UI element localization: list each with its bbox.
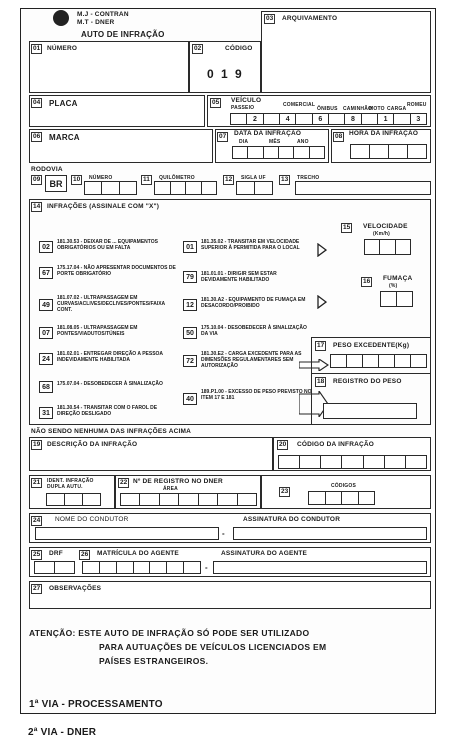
matricula-label: MATRÍCULA DO AGENTE [97,550,179,557]
arquivamento-label: ARQUIVAMENTO [282,15,338,22]
via-2-label: 2ª VIA - DNER [28,727,97,738]
infracao-code[interactable]: 68 [39,381,53,393]
veiculo-checkbox[interactable]: 6 [312,113,329,125]
nome-condutor-field[interactable] [35,527,219,540]
arrow-right-icon [317,295,327,309]
descricao-label: DESCRIÇÃO DA INFRAÇÃO [47,441,138,448]
infracao-text: 175.07.04 - DESOBEDECER À SINALIZAÇÃO [57,381,163,387]
drf-cells[interactable] [35,561,75,574]
rodovia-label: RODOVIA [31,166,63,173]
field-number-08: 08 [335,133,343,140]
atencao-line-2: PARA AUTUAÇÕES DE VEÍCULOS LICENCIADOS EM [99,642,327,652]
infracao-code[interactable]: 07 [39,327,53,339]
infracao-text: 181.30.A2 - EQUIPAMENTO DE FUMAÇA EM DESACORDO/PROIBIDO [201,297,306,309]
hora-cells[interactable] [351,144,427,159]
field-number-06: 06 [33,133,41,140]
atencao-line-3: PAÍSES ESTRANGEIROS. [99,656,209,666]
infracao-code[interactable]: 72 [183,355,197,367]
field-number-04: 04 [33,99,41,106]
rodovia-uf-label: SIGLA UF [241,175,266,181]
divider [311,337,312,425]
infracao-code[interactable]: 31 [39,407,53,419]
codigo-infracao-label: CÓDIGO DA INFRAÇÃO [297,441,375,448]
fumaca-label: FUMAÇA [383,275,413,282]
veiculo-checkbox[interactable] [328,113,345,125]
veiculo-checkbox[interactable]: 3 [410,113,427,125]
veiculo-checkbox[interactable] [393,113,410,125]
veiculo-type: ÔNIBUS [317,106,338,112]
org-contran: M.J - CONTRAN [77,11,129,18]
registro-dner-cells[interactable] [121,493,257,506]
field-number-22: 22 [120,479,128,486]
codigo-infracao-cells[interactable] [279,455,427,469]
data-label: DATA DA INFRAÇÃO [234,130,302,137]
infracao-code[interactable]: 01 [183,241,197,253]
infraction-form [20,8,436,714]
field-number-17: 17 [317,342,325,349]
field-number-01: 01 [33,45,41,52]
field-number-23: 23 [281,488,289,495]
field-number-25: 25 [33,551,41,558]
field-number-14: 14 [33,203,41,210]
infracao-text: 189.P1.00 - EXCESSO DE PESO PREVISTO NO ITEM 17 E 181 [201,389,312,401]
rodovia-trecho-label: TRECHO [297,175,320,181]
veiculo-type: PASSEIO [231,105,255,111]
field-number-05: 05 [212,99,220,106]
assinatura-condutor-label: ASSINATURA DO CONDUTOR [243,516,341,523]
veiculo-type: MOTO [369,106,385,112]
infracao-code[interactable]: 24 [39,353,53,365]
field-number-20: 20 [279,441,287,448]
field-number-24: 24 [33,517,41,524]
field-number-19: 19 [33,441,41,448]
infracao-text: 175.17.04 - NÃO APRESENTAR DOCUMENTOS DE PORTE OBRIGATÓRIO [57,265,176,277]
field-number-07: 07 [219,133,227,140]
veiculo-type: ROMEU [407,102,427,108]
veiculo-checkbox[interactable] [263,113,280,125]
assinatura-condutor-field[interactable] [233,527,427,540]
velocidade-unit: (Km/h) [373,231,391,237]
peso-label: PESO EXCEDENTE(Kg) [333,342,410,349]
infracao-code[interactable]: 12 [183,299,197,311]
data-dia-label: DIA [239,139,249,145]
veiculo-checkbox[interactable] [361,113,378,125]
infracao-text: 181.30.E2 - CARGA EXCEDENTE PARA AS DIMENSÕES REGULAMENTARES SEM AUTORIZAÇÃO [201,351,302,369]
divider [311,337,431,338]
infracao-code[interactable]: 49 [39,299,53,311]
veiculo-checkboxes [231,113,427,125]
infracao-text: 181.30.53 - DEIXAR DE ... EQUIPAMENTOS OBRIGATÓRIOS OU EM FALTA [57,239,158,251]
codigos-cells[interactable] [309,491,375,505]
dash-separator: - [222,529,225,538]
hora-label: HORA DA INFRAÇÃO [349,130,419,137]
infracao-code[interactable]: 79 [183,271,197,283]
velocidade-label: VELOCIDADE [363,223,408,230]
infracao-text: 175.10.04 - DESOBEDECER À SINALIZAÇÃO DA VIA [201,325,307,337]
rodovia-br: BR [45,175,67,192]
field-number-13: 13 [281,176,289,183]
assinatura-agente-label: ASSINATURA DO AGENTE [221,550,308,557]
rodovia-km-label: QUILÔMETRO [159,175,195,181]
fumaca-unit: (%) [389,283,398,289]
infracao-code[interactable]: 02 [39,241,53,253]
infracao-code[interactable]: 67 [39,267,53,279]
infracao-text: 181.30.54 - TRANSITAR COM O FAROL DE DIREÇÃO DESLIGADO [57,405,158,417]
rodovia-uf-cells[interactable] [237,181,273,195]
field-number-02: 02 [194,45,202,52]
codigo-value: 0 1 9 [207,67,244,81]
assinatura-agente-field[interactable] [213,561,427,574]
infracao-code[interactable]: 50 [183,327,197,339]
data-ano-label: ANO [297,139,309,145]
infracao-code[interactable]: 40 [183,393,197,405]
matricula-cells[interactable] [83,561,201,574]
veiculo-checkbox[interactable] [295,113,312,125]
registro-peso-field[interactable] [323,403,417,419]
infracao-text: 181.08.05 - ULTRAPASSAGEM EM PONTES/VIADUTOS/TÚNEIS [57,325,138,337]
dupla-autuacao-label: IDENT. INFRAÇÃO DUPLA AUTU. [47,478,94,490]
field-number-11: 11 [143,176,150,183]
velocidade-cells[interactable] [365,239,411,255]
infracao-text: 181.01.01 - DIRIGIR SEM ESTAR DEVIDAMENTE HABILITADO [201,271,277,283]
rodovia-numero-cells[interactable] [85,181,137,195]
arrow-right-icon [317,243,327,257]
field-number-27: 27 [33,585,41,592]
arrow-right-icon [299,359,329,371]
veiculo-type: COMERCIAL [283,102,316,108]
veiculo-type: CARGA [387,106,407,112]
outras-header: NÃO SENDO NENHUMA DAS INFRAÇÕES ACIMA [31,428,192,435]
infracao-text: 181.35.02 - TRANSITAR EM VELOCIDADE SUPERIOR À PERMITIDA PARA O LOCAL [201,239,300,251]
dash-separator: - [205,563,208,572]
field-number-16: 16 [363,278,371,285]
atencao-line-1: ATENÇÃO: ESTE AUTO DE INFRAÇÃO SÓ PODE SER UTILIZADO [29,628,310,638]
placa-label: PLACA [49,99,78,108]
peso-cells[interactable] [331,354,427,368]
infracao-text: 181.02.01 - ENTREGAR DIREÇÃO A PESSOA INDEVIDAMENTE HABILITADA [57,351,163,363]
rodovia-numero-label: NÚMERO [89,175,113,181]
data-mes-label: MÊS [269,139,281,145]
veiculo-type: CAMINHÃO [343,106,373,112]
form-title: AUTO DE INFRAÇÃO [81,30,165,39]
veiculo-checkbox[interactable]: 8 [344,113,361,125]
rodovia-km-cells[interactable] [155,181,217,195]
field-number-03: 03 [266,15,274,22]
divider [311,373,431,374]
infracao-text: 181.07.02 - ULTRAPASSAGEM EM CURVAS/ACLIVES/DECLIVES/PONTES/FAIXA CONT. [57,295,165,313]
fumaca-cells[interactable] [381,291,413,307]
arquivamento-field[interactable] [261,11,431,93]
field-number-12: 12 [225,176,233,183]
emblem-icon [53,10,69,26]
area-label: ÁREA [163,486,178,492]
observacoes-label: OBSERVAÇÕES [49,585,102,592]
drf-label: DRF [49,550,63,557]
veiculo-label: VEÍCULO [231,97,262,104]
marca-label: MARCA [49,133,80,142]
nome-condutor-label: NOME DO CONDUTOR [55,516,129,523]
veiculo-checkbox[interactable]: 1 [377,113,394,125]
org-dner: M.T - DNER [77,19,115,26]
via-1-label: 1ª VIA - PROCESSAMENTO [29,699,163,710]
numero-label: NÚMERO [47,45,78,52]
field-number-15: 15 [343,224,351,231]
registro-dner-label: Nº DE REGISTRO NO DNER [133,478,223,485]
infracoes-label: INFRAÇÕES (ASSINALE COM "X") [47,203,160,210]
rodovia-trecho-field[interactable] [295,181,431,195]
veiculo-checkbox[interactable]: 4 [279,113,296,125]
codigo-label: CÓDIGO [225,45,253,52]
codigos-label: CÓDIGOS [331,483,357,489]
field-number-21: 21 [33,479,41,486]
field-number-10: 10 [73,176,81,183]
veiculo-checkbox[interactable]: 2 [246,113,263,125]
dupla-autuacao-cells[interactable] [47,493,101,506]
registro-peso-label: REGISTRO DO PESO [333,378,402,385]
field-number-18: 18 [317,378,325,385]
veiculo-checkbox[interactable] [230,113,247,125]
field-number-26: 26 [81,551,89,558]
data-cells[interactable] [233,146,325,159]
field-number-09: 09 [33,176,41,183]
